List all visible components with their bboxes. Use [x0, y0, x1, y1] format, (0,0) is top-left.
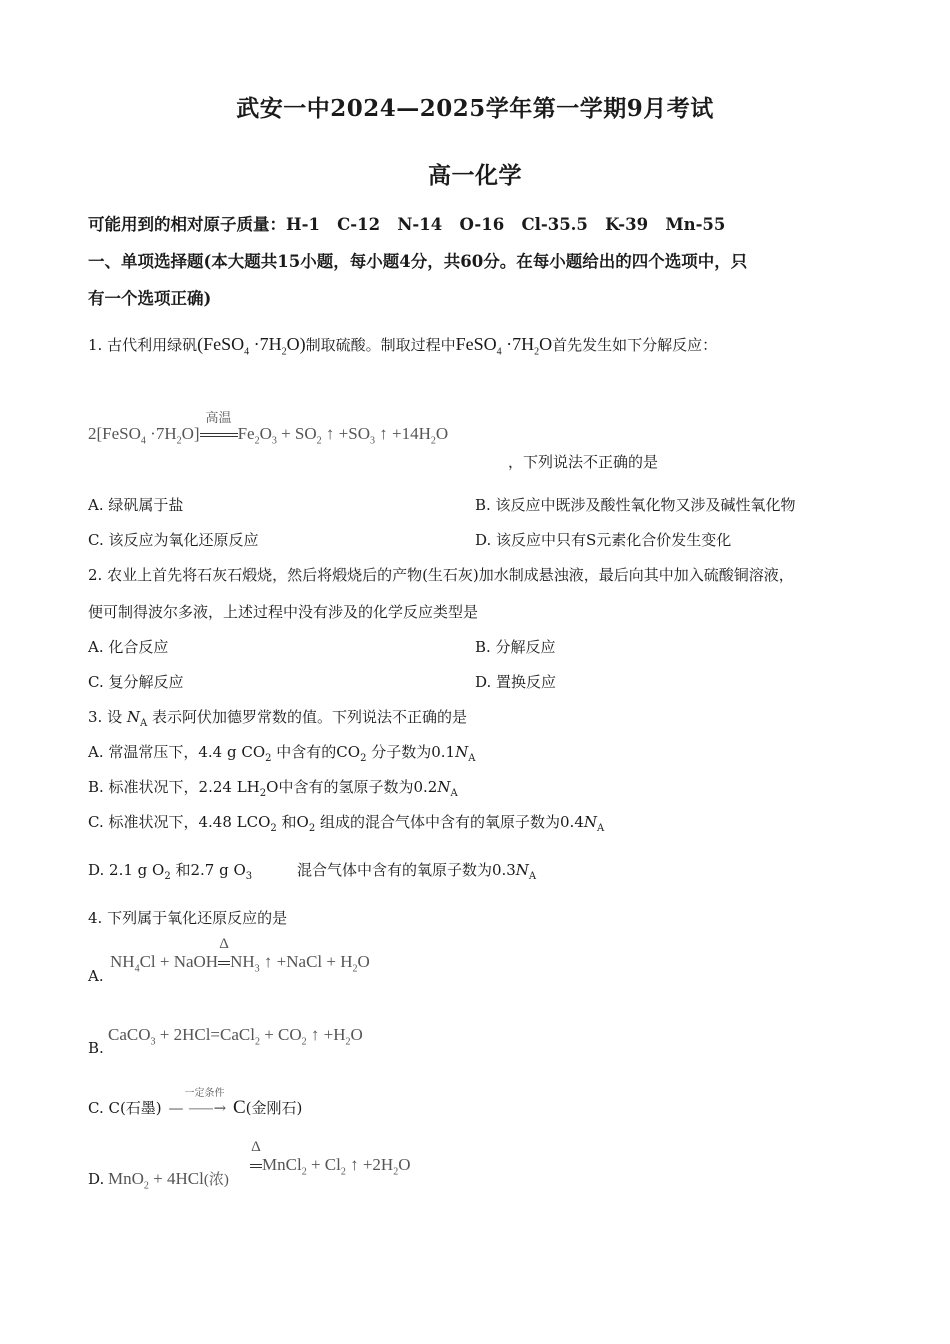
q4-option-a-label[interactable]: A. [88, 967, 104, 985]
q1-stem-a: 1. 古代利用绿矾 [88, 336, 198, 354]
q4-option-a-equation: $NH_4Cl$ + NaOH Δ $NH_3$ ↑ +NaCl + $H_2O$ [110, 936, 370, 975]
q2-option-b[interactable]: B. 分解反应 [475, 638, 556, 656]
q4c-arrow: 一定条件 — ⸺→ [168, 1088, 227, 1117]
q4-option-b-equation: CaCO$_3$ + 2HCl=CaCl$_2$ + $CO_2$ ↑ $+H_2O$ [108, 1025, 363, 1048]
q4-option-d-equation-right: Δ MnCl$_2$ + $Cl_2$ ↑ $+2H_2O$ [251, 1139, 411, 1178]
q3-option-b[interactable]: B. 标准状况下，2.24 $LH_2O$中含有的氢原子数为$0.2N_A$ [88, 778, 458, 799]
q4-stem: 4. 下列属于氧化还原反应的是 [88, 909, 288, 927]
exam-title: 武安一中2024—2025学年第一学期9月考试 [236, 95, 714, 122]
q2-option-a[interactable]: A. 化合反应 [88, 638, 169, 656]
q4-option-b-label[interactable]: B. [88, 1039, 104, 1057]
q4d-delta: Δ [250, 1155, 262, 1175]
q1-option-b[interactable]: B. 该反应中既涉及酸性氧化物又涉及碱性氧化物 [475, 496, 796, 514]
q1-stem-b: 制取硫酸。制取过程中 [305, 336, 456, 354]
q1-stem [88, 334, 717, 358]
q1-option-d[interactable]: D. 该反应中只有S元素化合价发生变化 [475, 531, 732, 549]
q1-tail: ，下列说法不正确的是 [508, 453, 659, 471]
q1-condition: 高温 [200, 424, 238, 444]
q3-option-c[interactable]: C. 标准状况下，4.48 $LCO_2$ 和$O_2$ 组成的混合气体中含有的氧原子数为$0.4N_A$ [88, 813, 605, 834]
q1-formula-feso4: FeSO$_4$ $\cdot 7H_2O$ [455, 334, 553, 358]
q4-option-d-equation-left: MnO$_2$ + 4HCl(浓) [108, 1169, 229, 1192]
section-heading-line1: 一、单项选择题(本大题共15小题，每小题4分，共60分。在每小题给出的四个选项中，只 [88, 252, 748, 271]
q2-option-d[interactable]: D. 置换反应 [475, 673, 557, 691]
q4a-delta: Δ [218, 952, 230, 972]
atomic-masses: 可能用到的相对原子质量：H-1 C-12 N-14 O-16 Cl-35.5 K-39 Mn-55 [88, 215, 726, 234]
q1-stem-c: 首先发生如下分解反应： [552, 336, 718, 354]
q2-option-c[interactable]: C. 复分解反应 [88, 673, 184, 691]
q3-option-a[interactable]: A. 常温常压下，4.4 g $CO_2$ 中含有的$CO_2$ 分子数为$0.1N_A$ [88, 743, 476, 764]
q1-formula-greenvitriol: (FeSO$_4$ $\cdot 7H_2O$) [197, 334, 306, 358]
subject-title: 高一化学 [428, 162, 522, 189]
q4-option-c[interactable]: C. C(石墨) 一定条件 — ⸺→ C(金刚石) [88, 1088, 303, 1118]
q4-option-d-label[interactable]: D. [88, 1170, 105, 1188]
q3-stem: 3. 设 $N_A$ 表示阿伏加德罗常数的值。下列说法不正确的是 [88, 708, 468, 729]
q2-stem-line2: 便可制得波尔多液，上述过程中没有涉及的化学反应类型是 [88, 603, 479, 621]
q1-option-a[interactable]: A. 绿矾属于盐 [88, 496, 184, 514]
section-heading-line2: 有一个选项正确) [88, 289, 212, 308]
q2-stem-line1: 2. 农业上首先将石灰石煅烧，然后将煅烧后的产物(生石灰)加水制成悬浊液，最后向其中加入硫酸铜溶液， [88, 566, 794, 584]
q1-equation: 2[FeSO$_4$ $\cdot 7H_2O$] 高温 $Fe_2O_3 + SO_2$ ↑ $+SO_3$ ↑ $+14H_2O$ [88, 410, 449, 447]
q3-option-d[interactable]: D. 2.1 g $O_2$ 和2.7 g $O_3$ 混合气体中含有的氧原子数为$0.3N_A$ [88, 861, 537, 882]
q1-option-c[interactable]: C. 该反应为氧化还原反应 [88, 531, 259, 549]
